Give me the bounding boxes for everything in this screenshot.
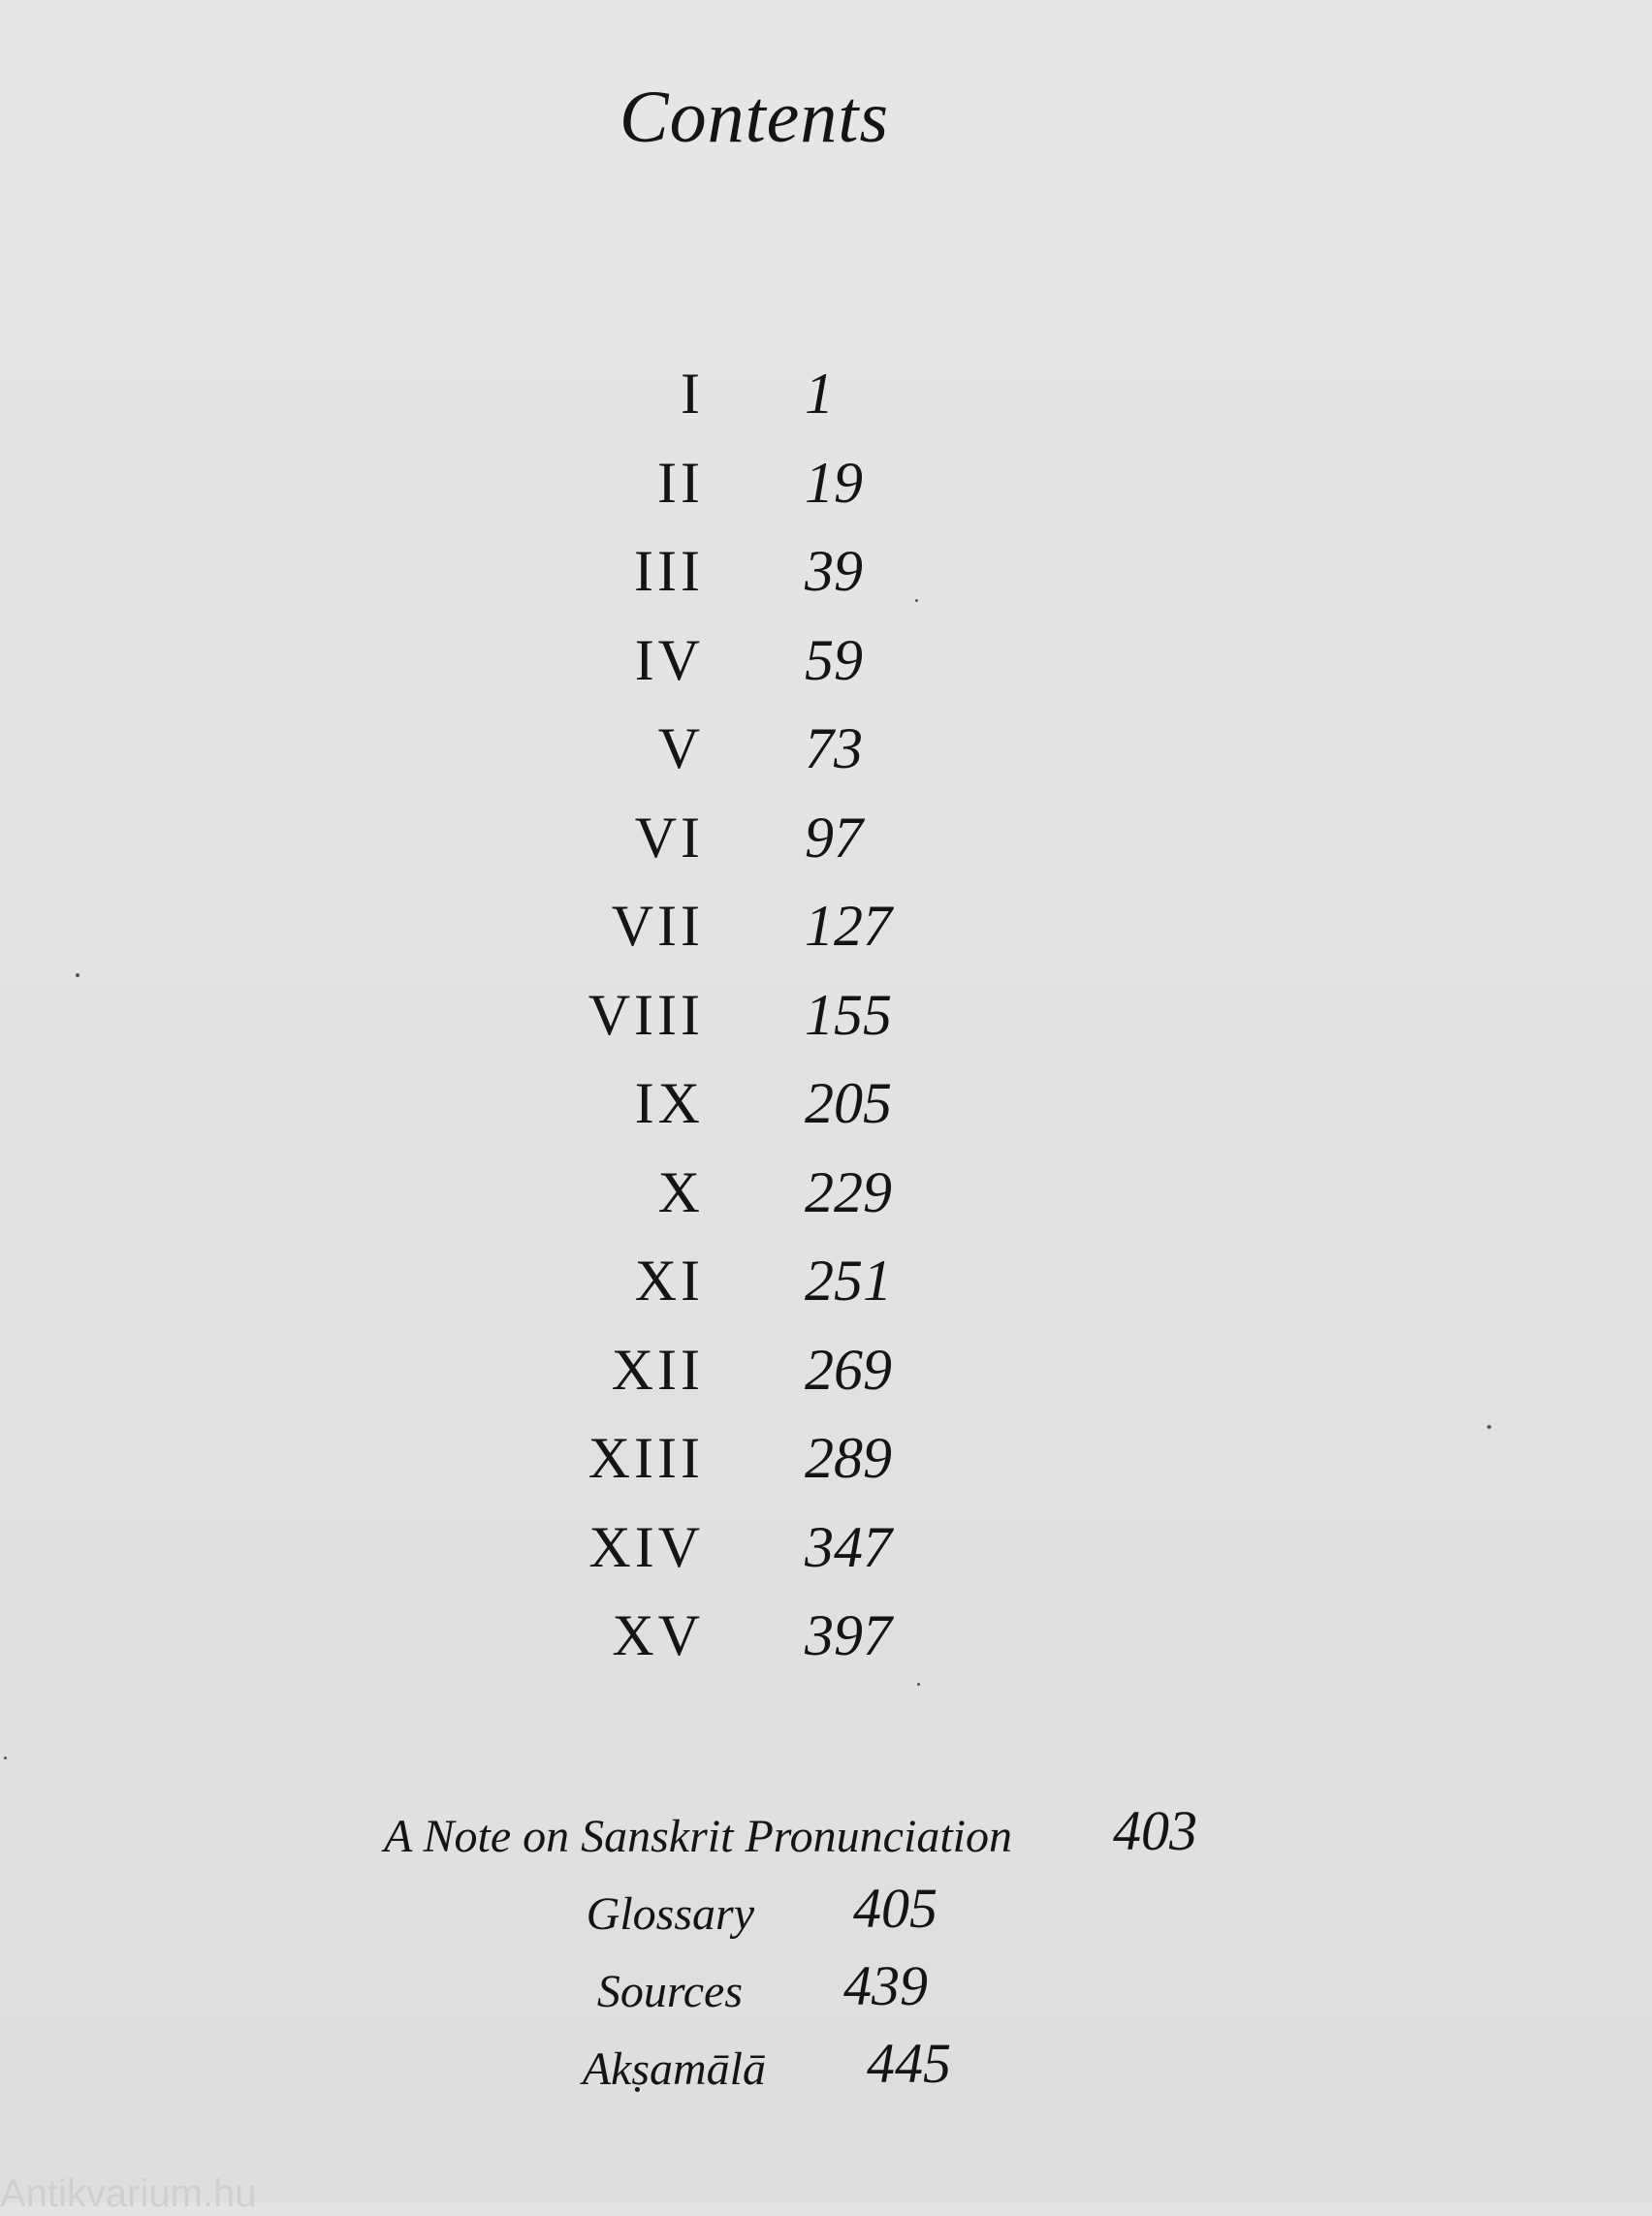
chapter-numeral: XII xyxy=(611,1337,704,1402)
chapter-row xyxy=(0,976,1652,1065)
back-matter-row xyxy=(0,2032,1652,2113)
back-matter-page-number: 439 xyxy=(843,1954,928,2017)
chapter-row xyxy=(0,355,1652,444)
chapter-page-number: 347 xyxy=(805,1514,892,1579)
chapter-page-number: 39 xyxy=(805,539,863,603)
chapter-numeral: XV xyxy=(612,1603,704,1667)
chapter-numeral: II xyxy=(657,450,704,515)
back-matter-label: A Note on Sanskrit Pronunciation xyxy=(384,1811,1012,1862)
chapter-page-number: 289 xyxy=(805,1426,892,1490)
chapter-numeral: I xyxy=(681,362,704,426)
back-matter-row xyxy=(0,1799,1652,1881)
chapter-numeral: XI xyxy=(634,1249,704,1313)
chapter-page-number: 73 xyxy=(805,716,863,780)
back-matter-row xyxy=(0,1954,1652,2036)
chapter-page-number: 397 xyxy=(805,1603,892,1667)
chapter-page-number: 269 xyxy=(805,1337,892,1402)
chapter-row xyxy=(0,1331,1652,1420)
back-matter-list xyxy=(0,1799,1652,2113)
chapter-numeral: VIII xyxy=(588,982,704,1047)
chapter-row xyxy=(0,1597,1652,1686)
chapter-numeral: IX xyxy=(634,1071,704,1135)
paper-speck xyxy=(76,973,79,977)
chapter-page-number: 19 xyxy=(805,450,863,515)
back-matter-label: Akṣamālā xyxy=(582,2043,766,2095)
contents-title: Contents xyxy=(619,77,890,158)
chapter-row xyxy=(0,1154,1652,1243)
chapter-page-number: 1 xyxy=(805,362,834,426)
chapter-row xyxy=(0,1419,1652,1508)
chapter-numeral: X xyxy=(657,1159,704,1224)
back-matter-label: Sources xyxy=(596,1966,743,2017)
chapter-row xyxy=(0,1508,1652,1598)
chapter-numeral: V xyxy=(657,716,704,780)
chapter-row xyxy=(0,887,1652,976)
chapter-row xyxy=(0,799,1652,888)
back-matter-page-number: 403 xyxy=(1113,1799,1197,1862)
chapter-numeral: VII xyxy=(611,894,704,958)
chapter-numeral: XIV xyxy=(588,1514,704,1579)
chapter-row xyxy=(0,444,1652,533)
chapter-row xyxy=(0,1064,1652,1154)
chapter-page-number: 229 xyxy=(805,1159,892,1224)
chapter-row xyxy=(0,1242,1652,1331)
back-matter-row xyxy=(0,1877,1652,1958)
chapter-numeral: IV xyxy=(634,627,704,692)
chapter-page-number: 97 xyxy=(805,805,863,870)
chapter-numeral: III xyxy=(634,539,704,603)
chapter-page-number: 127 xyxy=(805,894,892,958)
chapter-numeral: XIII xyxy=(588,1426,704,1490)
paper-speck xyxy=(1487,1425,1491,1429)
paper-speck xyxy=(4,1757,7,1759)
chapter-page-number: 155 xyxy=(805,982,892,1047)
chapter-row xyxy=(0,621,1652,711)
back-matter-page-number: 445 xyxy=(867,2032,951,2095)
paper-speck xyxy=(917,1683,920,1686)
chapter-list xyxy=(0,355,1652,1686)
chapter-row xyxy=(0,532,1652,621)
chapter-page-number: 251 xyxy=(805,1249,892,1313)
chapter-row xyxy=(0,710,1652,799)
chapter-page-number: 205 xyxy=(805,1071,892,1135)
paper-speck xyxy=(915,599,918,602)
back-matter-page-number: 405 xyxy=(853,1877,937,1940)
back-matter-label: Glossary xyxy=(586,1888,754,1940)
chapter-page-number: 59 xyxy=(805,627,863,692)
chapter-numeral: VI xyxy=(634,805,704,870)
footer-watermark: Antikvarium.hu xyxy=(0,2172,257,2215)
